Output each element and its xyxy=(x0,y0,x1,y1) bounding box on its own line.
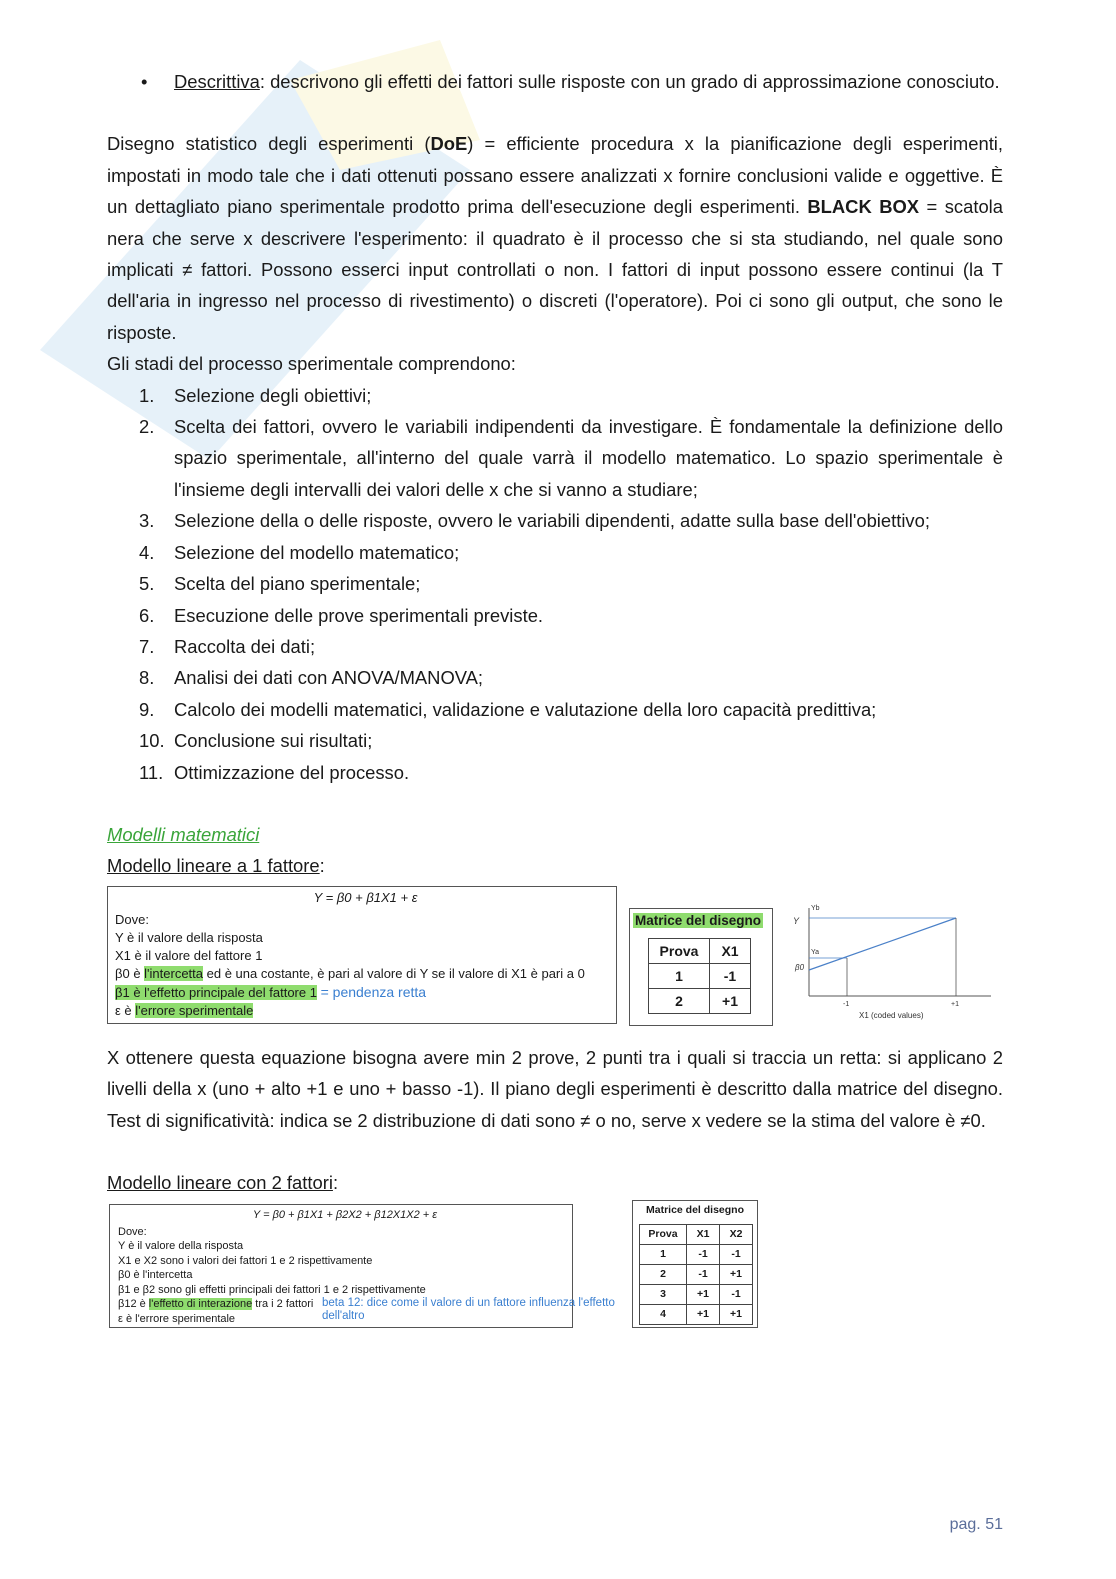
x-tick-minus: -1 xyxy=(843,1000,850,1008)
graph-b0-label: β0 xyxy=(795,962,805,972)
doe-text-2: ) = efficiente procedura x la pianificazione degli esperimenti, impostati in modo tale che i dati ottenuti possano essere analizzati x fornire conclusioni valide e oggettive. È un dettagliato piano sperimentale prodotto prima dell'esecuzione degli esperimenti. xyxy=(107,133,1003,218)
model1-equation: Y = β0 + β1X1 + ε xyxy=(313,889,418,905)
model1-line-2: X1 è il valore del fattore 1 xyxy=(115,947,263,963)
table-row xyxy=(640,1264,753,1284)
black-box-bold: BLACK BOX xyxy=(807,196,920,218)
model1-matrix-box xyxy=(629,908,773,1026)
model2-matrix-title: Matrice del disegno xyxy=(645,1204,745,1217)
model2-equation: Y = β0 + β1X1 + β2X2 + β12X1X2 + ε xyxy=(252,1209,438,1222)
item-text: Conclusione sui risultati; xyxy=(174,730,373,752)
highlight-errore: l'errore sperimentale xyxy=(135,1002,254,1018)
graph-yb-label: Yb xyxy=(811,904,820,912)
doe-paragraph xyxy=(107,128,1003,348)
section-title-text: Modelli matematici xyxy=(107,823,260,845)
note-beta12: beta 12: dice come il valore di un fattore influenza l'effetto dell'altro xyxy=(322,1297,615,1323)
item-number: 1. xyxy=(139,384,155,406)
model2-line-1: Y è il valore della risposta xyxy=(118,1240,244,1253)
model2-heading-text: Modello lineare con 2 fattori xyxy=(107,1171,333,1193)
list-item xyxy=(107,380,1003,411)
section-title xyxy=(107,819,1003,850)
list-item xyxy=(107,757,1003,788)
table-header: Prova xyxy=(649,938,710,963)
list-item xyxy=(107,725,1003,756)
table-cell: 1 xyxy=(640,1244,687,1264)
item-number: 5. xyxy=(139,573,155,595)
highlight-effetto: β1 è l'effetto principale del fattore 1 xyxy=(115,984,317,1000)
model1-line-4 xyxy=(115,983,616,1002)
list-item xyxy=(107,505,1003,536)
list-item xyxy=(107,537,1003,568)
model1-dove: Dove: xyxy=(115,911,149,927)
table-cell: +1 xyxy=(720,1264,753,1284)
item-number: 4. xyxy=(139,541,155,563)
doe-bold: DoE xyxy=(430,133,468,155)
item-text: Selezione degli obiettivi; xyxy=(174,384,372,406)
item-text: Esecuzione delle prove sperimentali previste. xyxy=(174,604,544,626)
l5b: tra i 2 fattori xyxy=(252,1298,314,1311)
item-text: Selezione della o delle risposte, ovvero le variabili dipendenti, adatte sulla base dell'obiettivo; xyxy=(174,510,930,532)
regression-line xyxy=(809,918,956,970)
table-row xyxy=(640,1304,753,1324)
table-cell: +1 xyxy=(687,1304,720,1324)
model1-matrix-table xyxy=(648,938,751,1014)
item-text: Calcolo dei modelli matematici, validazione e valutazione della loro capacità predittiva; xyxy=(174,698,877,720)
table-row xyxy=(640,1244,753,1264)
item-number: 10. xyxy=(139,730,165,752)
stages-intro: Gli stadi del processo sperimentale comprendono: xyxy=(107,353,516,375)
item-number: 9. xyxy=(139,698,155,720)
page-number: pag. 51 xyxy=(949,1516,1003,1533)
model2-dove: Dove: xyxy=(118,1225,147,1238)
model1-heading xyxy=(107,850,1003,881)
item-text: Analisi dei dati con ANOVA/MANOVA; xyxy=(174,667,484,689)
model1-colon: : xyxy=(319,855,325,877)
stages-list xyxy=(107,380,1003,788)
highlight-intercetta: l'intercetta xyxy=(144,965,204,981)
table-row xyxy=(640,1284,753,1304)
model2-matrix-table xyxy=(639,1224,753,1325)
term-descrittiva: Descrittiva xyxy=(174,71,260,92)
list-item xyxy=(107,411,1003,505)
l3a: β0 è xyxy=(115,965,145,981)
model1-definitions-box xyxy=(107,886,617,1024)
list-item xyxy=(107,694,1003,725)
table-cell: -1 xyxy=(720,1284,753,1304)
model1-heading-text: Modello lineare a 1 fattore xyxy=(107,855,320,877)
model1-line-graph xyxy=(791,900,1001,1026)
paragraph-2: X ottenere questa equazione bisogna avere min 2 prove, 2 punti tra i quali si traccia un retta: si applicano 2 livelli della x (uno + alto +1 e uno + basso -1). Il piano degli esperimenti è descritto dalla matrice del disegno. Test di significatività: indica se 2 distribuzione di dati sono ≠ o no, serve x vedere se la stima del valore è ≠0. xyxy=(107,1046,1003,1131)
list-item xyxy=(107,662,1003,693)
table-cell: -1 xyxy=(720,1244,753,1264)
list-item xyxy=(107,568,1003,599)
matrix-title-text: Matrice del disegno xyxy=(635,912,762,928)
model2-line-3: β0 è l'intercetta xyxy=(118,1269,193,1282)
x-axis-label: X1 (coded values) xyxy=(859,1010,924,1020)
l3b: ed è una costante, è pari al valore di Y se il valore di X1 è pari a 0 xyxy=(203,965,585,981)
item-text: Raccolta dei dati; xyxy=(174,635,316,657)
model2-definitions-box xyxy=(109,1204,615,1328)
model2-colon: : xyxy=(332,1171,339,1193)
table-cell: +1 xyxy=(687,1284,720,1304)
table-row xyxy=(649,988,751,1013)
item-number: 7. xyxy=(139,635,155,657)
table-cell: -1 xyxy=(710,963,751,988)
model1-line-3 xyxy=(115,965,616,983)
graph-y-label: Y xyxy=(793,915,800,926)
model1-figure xyxy=(107,888,1003,1036)
page-body xyxy=(107,66,1003,1336)
list-item xyxy=(107,600,1003,631)
table-row xyxy=(640,1224,753,1244)
model2-line-6: ε è l'errore sperimentale xyxy=(118,1312,236,1325)
doe-text-3: = scatola nera che serve x descrivere l'esperimento: il quadrato è il processo che si sta studiando, nel quale sono implicati ≠ fattori. Possono esserci input controllati o non. I fattori di input possono essere continui (la T dell'aria in ingresso nel processo di rivestimento) o discreti (l'operatore). Poi ci sono gli output, che sono le risposte. xyxy=(107,196,1003,343)
model1-line-1: Y è il valore della risposta xyxy=(115,929,263,945)
table-cell: +1 xyxy=(720,1304,753,1324)
table-cell: 1 xyxy=(649,963,710,988)
item-number: 3. xyxy=(139,510,155,532)
l5a: β12 è xyxy=(118,1298,149,1311)
item-number: 2. xyxy=(139,416,155,438)
model2-figure xyxy=(107,1204,1003,1336)
x-tick-plus: +1 xyxy=(951,1000,959,1008)
model2-heading xyxy=(107,1167,1003,1198)
item-number: 11. xyxy=(139,761,164,783)
model1-line-5 xyxy=(115,1002,616,1020)
table-header: Prova xyxy=(640,1224,687,1244)
item-text: Ottimizzazione del processo. xyxy=(174,761,410,783)
graph-ya-label: Ya xyxy=(811,948,820,956)
table-header: X1 xyxy=(687,1224,720,1244)
item-text: Scelta del piano sperimentale; xyxy=(174,573,421,595)
item-text: Selezione del modello matematico; xyxy=(174,541,460,563)
table-header: X2 xyxy=(720,1224,753,1244)
item-number: 8. xyxy=(139,667,155,689)
table-header: X1 xyxy=(710,938,751,963)
note-pendenza: = pendenza retta xyxy=(320,983,427,1000)
table-cell: -1 xyxy=(687,1244,720,1264)
list-item xyxy=(107,631,1003,662)
table-cell: 4 xyxy=(640,1304,687,1324)
item-text: Scelta dei fattori, ovvero le variabili indipendenti da investigare. È fondamentale la definizione dello spazio sperimentale, all'interno del quale varrà il modello matematico. Lo spazio sperimentale è l'insieme degli intervalli dei valori delle x che si vanno a studiare; xyxy=(174,416,1003,500)
bullet-text: : descrivono gli effetti dei fattori sulle risposte con un grado di approssimazione conosciuto. xyxy=(259,71,1000,92)
doe-text-1: Disegno statistico degli esperimenti ( xyxy=(107,133,431,155)
highlight-interazione: l'effetto di interazione xyxy=(148,1298,253,1311)
table-cell: 3 xyxy=(640,1284,687,1304)
model2-line-4: β1 e β2 sono gli effetti principali dei fattori 1 e 2 rispettivamente xyxy=(118,1283,426,1296)
item-number: 6. xyxy=(139,604,155,626)
table-cell: -1 xyxy=(687,1264,720,1284)
model2-line-2: X1 e X2 sono i valori dei fattori 1 e 2 rispettivamente xyxy=(118,1254,373,1267)
table-row xyxy=(649,963,751,988)
table-cell: +1 xyxy=(710,988,751,1013)
table-row xyxy=(649,938,751,963)
table-cell: 2 xyxy=(640,1264,687,1284)
table-cell: 2 xyxy=(649,988,710,1013)
model2-matrix-box xyxy=(632,1200,758,1328)
bullet-descrittiva xyxy=(107,66,1003,97)
model1-matrix-title xyxy=(633,912,772,930)
l5a: ε è xyxy=(115,1002,136,1018)
